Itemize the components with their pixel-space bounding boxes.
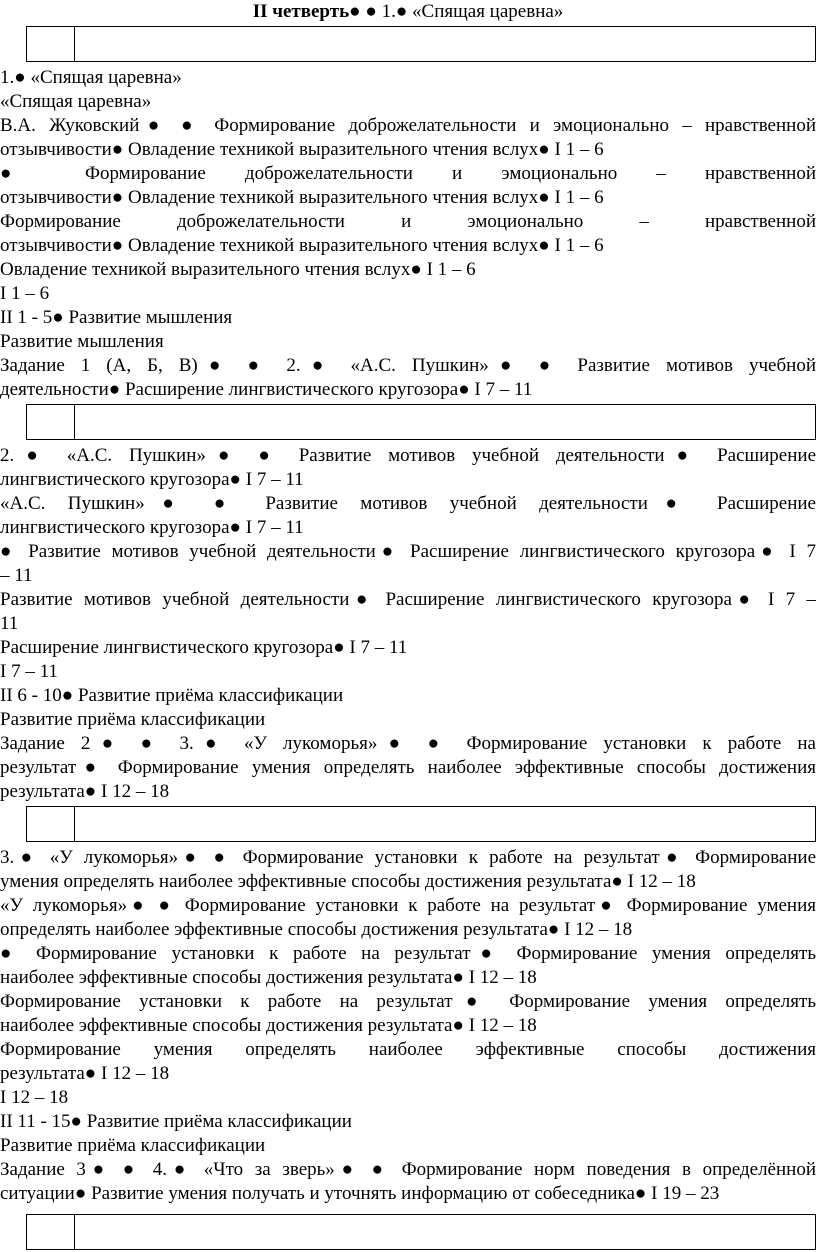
text-line: Развитие мотивов учебной деятельности● Расширение лингвистического кругозора● I 7 – [0,589,816,610]
lesson-section-1 [0,66,816,402]
text-line: I 1 – 6 [0,283,50,304]
text-line: 1.● «Спящая царевна» [0,67,182,88]
table-cell-number [27,1215,75,1249]
text-line: Задание 3● ● 4.● «Что за зверь»● ● Формирование норм поведения в определённой [0,1159,816,1180]
text-line: Развитие приёма классификации [0,709,266,730]
text-line: 3.● «У лукоморья»● ● Формирование установки к работе на результат● Формирование [0,847,816,868]
text-line: Развитие мышления [0,331,164,352]
text-line: деятельности● Расширение лингвистического кругозора● I 7 – 11 [0,379,533,400]
text-line: II 11 - 15● Развитие приёма классификации [0,1111,352,1132]
text-line: отзывчивости● Овладение техникой выразительного чтения вслух● I 1 – 6 [0,187,604,208]
text-line: 2.● «А.С. Пушкин»● ● Развитие мотивов учебной деятельности● Расширение [0,445,816,466]
table-cell-content [75,1215,815,1249]
table-row-1 [26,26,816,62]
title-lesson: 1.● «Спящая царевна» [381,1,564,22]
text-line: ● Формирование установки к работе на результат● Формирование умения определять [0,943,816,964]
text-line: Задание 2● ● 3.● «У лукоморья»● ● Формирование установки к работе на [0,733,816,754]
lesson-section-3 [0,846,816,1206]
text-line: наиболее эффективные способы достижения результата● I 12 – 18 [0,1015,537,1036]
text-line: лингвистического кругозора● I 7 – 11 [0,517,304,538]
table-cell-content [75,807,815,841]
text-line: ситуации● Развитие умения получать и уточнять информацию от собеседника● I 19 – 23 [0,1183,720,1204]
title-quarter: II четверть● ● [252,1,382,22]
text-line: наиболее эффективные способы достижения результата● I 12 – 18 [0,967,537,988]
table-row-3 [26,806,816,842]
text-line: – 11 [0,565,33,586]
text-line: «У лукоморья»● ● Формирование установки к работе на результат● Формирование умения [0,895,816,916]
text-line: 11 [0,613,19,634]
table-cell-number [27,27,75,61]
text-line: II 6 - 10● Развитие приёма классификации [0,685,344,706]
text-line: II 1 - 5● Развитие мышления [0,307,233,328]
text-line: отзывчивости● Овладение техникой выразительного чтения вслух● I 1 – 6 [0,235,604,256]
table-row-4 [26,1214,816,1250]
text-line: Формирование установки к работе на результат● Формирование умения определять [0,991,816,1012]
table-cell-content [75,27,815,61]
text-line: I 12 – 18 [0,1087,69,1108]
table-cell-number [27,405,75,439]
text-line: результата● I 12 – 18 [0,1063,170,1084]
table-cell-content [75,405,815,439]
lesson-section-2 [0,444,816,804]
text-line: определять наиболее эффективные способы достижения результата● I 12 – 18 [0,919,633,940]
text-line: «А.С. Пушкин»● ● Развитие мотивов учебной деятельности● Расширение [0,493,816,514]
text-line: Расширение лингвистического кругозора● I 7 – 11 [0,637,408,658]
table-row-2 [26,404,816,440]
text-line: лингвистического кругозора● I 7 – 11 [0,469,304,490]
text-line: ● Формирование доброжелательности и эмоционально – нравственной [0,163,816,184]
text-line: Развитие приёма классификации [0,1135,266,1156]
page-title [0,0,816,24]
text-line: отзывчивости● Овладение техникой выразительного чтения вслух● I 1 – 6 [0,139,604,160]
table-cell-number [27,807,75,841]
text-line: Задание 1 (А, Б, В)● ● 2.● «А.С. Пушкин»● ● Развитие мотивов учебной [0,355,816,376]
text-line: I 7 – 11 [0,661,58,682]
text-line: умения определять наиболее эффективные способы достижения результата● I 12 – 18 [0,871,696,892]
text-line: Формирование умения определять наиболее эффективные способы достижения [0,1039,816,1060]
text-line: «Спящая царевна» [0,91,152,112]
text-line: В.А. Жуковский● ● Формирование доброжелательности и эмоционально – нравственной [0,115,816,136]
text-line: результата● I 12 – 18 [0,781,170,802]
text-line: ● Развитие мотивов учебной деятельности● Расширение лингвистического кругозора● I 7 [0,541,816,562]
text-line: Овладение техникой выразительного чтения вслух● I 1 – 6 [0,259,476,280]
text-line: результат● Формирование умения определять наиболее эффективные способы достижения [0,757,816,778]
text-line: Формирование доброжелательности и эмоционально – нравственной [0,211,816,232]
